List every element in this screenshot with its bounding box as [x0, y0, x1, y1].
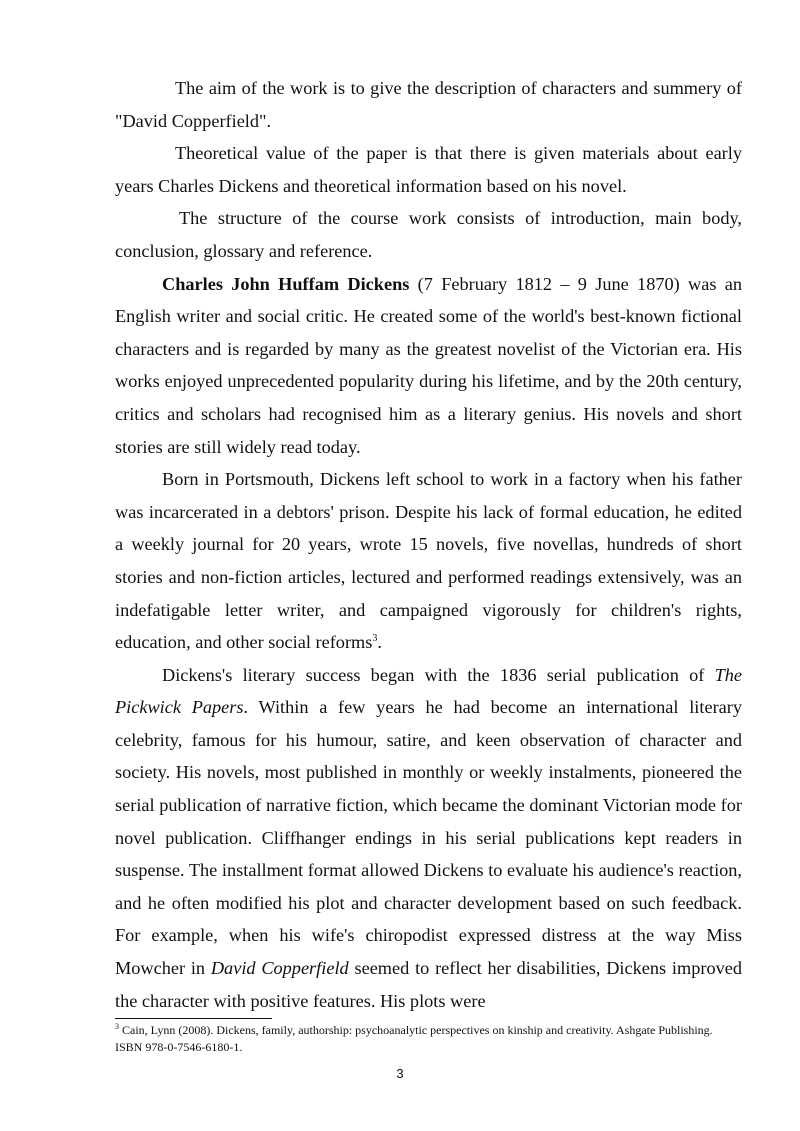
title-pickwick-papers: The Pickwick Papers — [115, 664, 742, 718]
biography-text: (7 February 1812 – 9 June 1870) was an English writer and social critic. He created some of the world's best-known fictional characters and is regarded by many as the greatest novelist of the Victorian era. His works enjoyed unprecedented popularity during his lifetime, and by the 20th century, critics and scholars had recognised him as a literary genius. His novels and short stories are still widely read today. — [115, 273, 743, 457]
success-text-2: . Within a few years he had become an international literary celebrity, famous for his humour, satire, and keen observation of character and society. His novels, most published in monthly or weekly instalments, pioneered the serial publication of narrative fiction, which became the dominant Victorian mode for novel publication. Cliffhanger endings in his serial publications kept readers in suspense. The installment format allowed Dickens to evaluate his audience's reaction, and he often modified his plot and character development based on such feedback. For example, when his wife's chiropodist expressed distress at the way Miss Mowcher in — [115, 697, 742, 979]
page-number: 3 — [396, 1066, 404, 1081]
paragraph-biography — [115, 268, 742, 464]
paragraph-aim: The aim of the work is to give the description of characters and summery of "David Copperfield". — [115, 78, 742, 131]
title-david-copperfield: David Copperfield — [210, 958, 349, 979]
footnote-divider — [115, 1018, 272, 1019]
paragraph-literary-success — [115, 659, 742, 1018]
early-life-text: Born in Portsmouth, Dickens left school to work in a factory when his father was incarcerated in a debtors' prison. Despite his lack of formal education, he edited a weekly journal for 20 years, wrote 15 novels, five novellas, hundreds of short stories and non-fiction articles, lectured and performed readings extensively, was an indefatigable letter writer, and campaigned vigorously for children's rights, education, and other social reforms — [115, 469, 742, 653]
footnote-text: Cain, Lynn (2008). Dickens, family, authorship: psychoanalytic perspectives on kinship and creativity. Ashgate Publishing. ISBN 978-0-7546-6180-1. — [115, 1023, 713, 1054]
footnote-reference: 3 — [372, 633, 378, 644]
early-life-end: . — [377, 632, 382, 653]
body-text — [115, 72, 742, 1017]
footnote — [115, 1022, 742, 1055]
paragraph-structure: The structure of the course work consists of introduction, main body, conclusion, glossary and reference. — [115, 208, 742, 261]
paragraph-theoretical-value: Theoretical value of the paper is that there is given materials about early years Charles Dickens and theoretical information based on his novel. — [115, 143, 742, 196]
author-name: Charles John Huffam Dickens — [162, 273, 410, 294]
footnote-marker: 3 — [115, 1022, 119, 1031]
success-text-3: seemed to reflect her disabilities, Dickens improved the character with positive features. His plots were — [115, 958, 742, 1011]
paragraph-early-life — [115, 463, 742, 659]
success-text-1: Dickens's literary success began with the 1836 serial publication of — [162, 664, 715, 685]
